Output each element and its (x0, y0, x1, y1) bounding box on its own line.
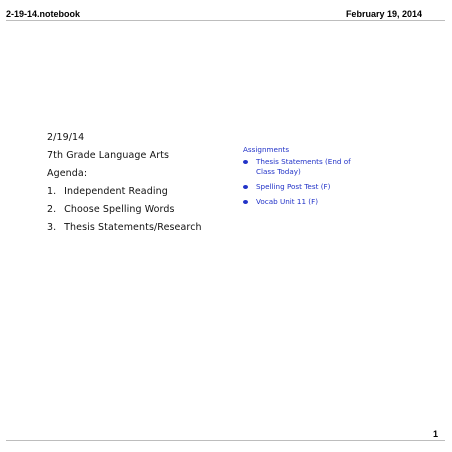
notebook-filename: 2-19-14.notebook (6, 9, 81, 19)
agenda-item-text: Choose Spelling Words (64, 204, 175, 215)
class-title: 7th Grade Language Arts (47, 150, 170, 161)
agenda-item (47, 201, 247, 219)
assignment-text: Vocab Unit 11 (F) (256, 197, 319, 206)
assignments-heading: Assignments (243, 145, 290, 154)
agenda-item-number: 1. (47, 186, 57, 197)
assignment-text: Thesis Statements (End of Class Today) (256, 157, 351, 176)
page-number: 1 (432, 429, 438, 439)
agenda-block (47, 129, 247, 237)
agenda-item-text: Thesis Statements/Research (64, 222, 202, 233)
assignments-block (243, 143, 383, 212)
agenda-label: Agenda: (47, 168, 88, 179)
assignments-list (243, 157, 383, 207)
bullet-icon (243, 185, 248, 189)
list-item (243, 182, 368, 192)
agenda-item (47, 219, 247, 237)
bullet-icon (243, 200, 248, 204)
agenda-item-number: 3. (47, 222, 57, 233)
assignment-text: Spelling Post Test (F) (256, 182, 331, 191)
header-date: February 19, 2014 (345, 9, 422, 19)
agenda-item-text: Independent Reading (64, 186, 168, 197)
list-item (243, 157, 368, 177)
agenda-item-number: 2. (47, 204, 57, 215)
list-item (243, 197, 368, 207)
bullet-icon (243, 160, 248, 164)
agenda-item (47, 183, 247, 201)
agenda-date: 2/19/14 (47, 132, 85, 143)
